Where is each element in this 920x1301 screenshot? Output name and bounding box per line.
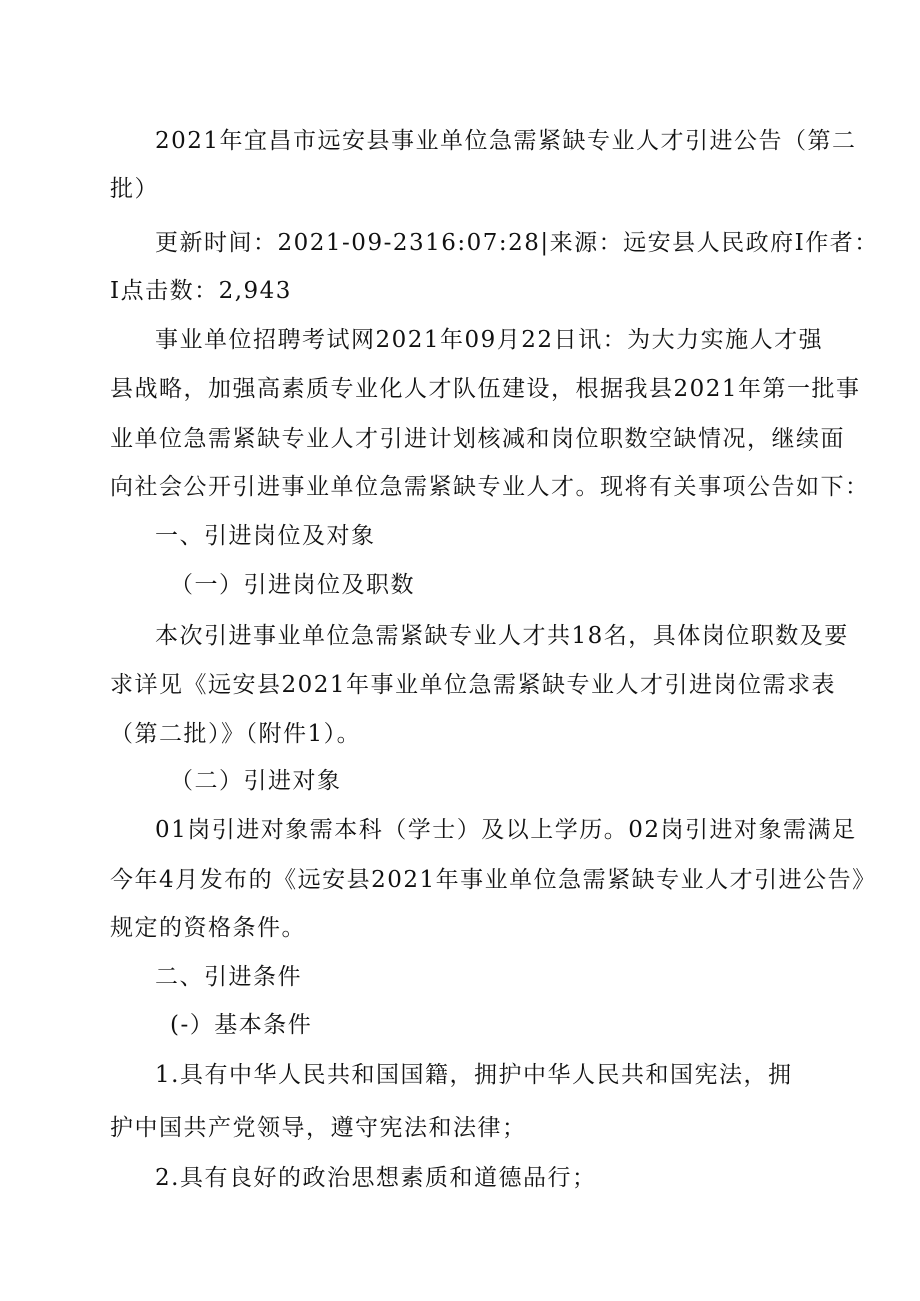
item-1-line-1: 1.具有中华人民共和国国籍，拥护中华人民共和国宪法，拥 <box>155 1062 793 1088</box>
title-line-2: 批） <box>110 176 159 202</box>
subsection-2-heading: （二）引进对象 <box>170 768 342 794</box>
meta-line-2: I点击数：2,943 <box>110 278 292 304</box>
item-1-line-2: 护中国共产党领导，遵守宪法和法律； <box>110 1115 527 1141</box>
intro-line-3: 业单位急需紧缺专业人才引进计划核减和岗位职数空缺情况，继续面 <box>110 426 845 452</box>
subsection-1-heading: （一）引进岗位及职数 <box>170 572 415 598</box>
intro-line-1: 事业单位招聘考试网2021年09月22日讯：为大力实施人才强 <box>155 327 824 353</box>
item-2: 2.具有良好的政治思想素质和道德品行； <box>155 1165 597 1191</box>
title-line-1: 2021年宜昌市远安县事业单位急需紧缺专业人才引进公告（第二 <box>155 128 857 154</box>
sub2-body-line-3: 规定的资格条件。 <box>110 915 306 941</box>
sub1-body-line-2: 求详见《远安县2021年事业单位急需紧缺专业人才引进岗位需求表 <box>110 672 837 698</box>
section-2-heading: 二、引进条件 <box>155 964 302 990</box>
sub2-body-line-1: 01岗引进对象需本科（学士）及以上学历。02岗引进对象需满足 <box>155 817 857 843</box>
meta-line-1: 更新时间：2021-09-2316:07:28|来源：远安县人民政府I作者： <box>155 230 879 256</box>
section-1-heading: 一、引进岗位及对象 <box>155 523 376 549</box>
intro-line-4: 向社会公开引进事业单位急需紧缺专业人才。现将有关事项公告如下： <box>110 474 870 500</box>
subsection-3-heading: (-）基本条件 <box>170 1012 313 1038</box>
sub2-body-line-2: 今年4月发布的《远安县2021年事业单位急需紧缺专业人才引进公告》 <box>110 867 877 893</box>
sub1-body-line-3: （第二批）》（附件1）。 <box>110 721 362 747</box>
sub1-body-line-1: 本次引进事业单位急需紧缺专业人才共18名，具体岗位职数及要 <box>155 623 849 649</box>
intro-line-2: 县战略，加强高素质专业化人才队伍建设，根据我县2021年第一批事 <box>110 376 861 402</box>
